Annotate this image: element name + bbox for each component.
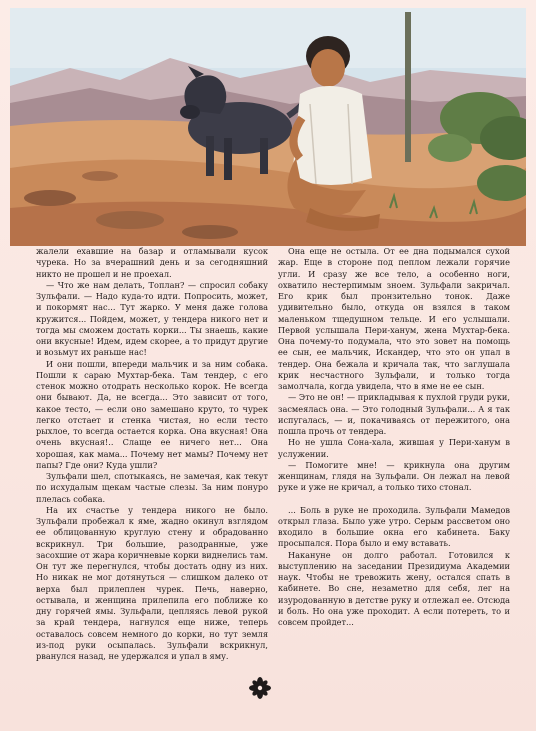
left-column bbox=[36, 246, 268, 662]
right-paragraph-1: Она еще не остыла. От ее дна подымался сухой жар. Еще в стороне под пеплом лежали горячие угли. И сразу же все тело, а особенно ноги, охватило нестерпимым зноем. Зульфали закричал. Его крик был пронзительно тонок. Даже удивительно было, откуда он взялся в таком маленьком тщедушном тельце. И его услышали. Первой услышала Пери-ханум, жена Мухтар-бека. Она почему-то подумала, что это зовет на помощь ее сын, ее мальчик, Искандер, что это он упал в тендер. Она бежала и кричала так, что заглушала крик несчастного Зульфали, и только тогда замолчала, когда увидела, что в яме не ее сын. bbox=[278, 246, 510, 391]
right-paragraph-4: — Помогите мне! — крикнула она другим женщинам, глядя на Зульфали. Он лежал на левой руке и уже не кричал, а только тихо стонал. bbox=[278, 459, 510, 493]
left-paragraph-4: Зульфали шел, спотыкаясь, не замечая, как текут по исхудалым щекам частые слезы. За ним понуро плелась собака. bbox=[36, 471, 268, 504]
left-paragraph-3: И они пошли, впереди мальчик и за ним собака. Пошли к сараю Мухтар-бека. Там тендер, с его стенок можно отодрать несколько корок. Не всегда они бывают. Да, не всегда... Это зависит от того, какое тесто, — если оно замешано круто, то чурек легко отстает и стенка чистая, но если тесто рыхлое, то всегда остается корка. Она вкусная! Она очень вкусная!.. Слаще ее ничего нет... Она хорошая, как мама... Почему нет мамы? Почему нет папы? Где они? Куда ушли? bbox=[36, 358, 268, 470]
right-paragraph-3: Но не ушла Сона-хала, жившая у Пери-ханум в услужении. bbox=[278, 437, 510, 459]
right-paragraph-6: Накануне он долго работал. Готовился к выступлению на заседании Президиума Академии наук. Чтобы не тревожить жену, остался спать в кабинете. Во сне, незаметно для себя, лег на изуродованную в детстве руку и отлежал ее. Отсюда и боль. Но она уже проходит. А если потереть, то и совсем пройдет... bbox=[278, 549, 510, 627]
left-paragraph-5: На их счастье у тендера никого не было. Зульфали пробежал к яме, жадно окинул взглядом ее облицованную круглую стену и обрадованно вскрикнул. Три большие, разодранные, уже засохшие от жара коричневые корки виднелись там. Он тут же перегнулся, чтобы достать одну из них. Но никак не мог дотянуться — слишком далеко от верха был прилеплен чурек. Печь, наверно, остывала, и женщина прилепила его поближе ко дну горячей ямы. Зульфали, цепляясь левой рукой за край тендера, нагнулся еще ниже, теперь оставалось совсем немного до корки, но тут земля из-под руки осыпалась. Зульфали вскрикнул, рванулся назад, не удержался и упал в яму. bbox=[36, 504, 268, 661]
left-paragraph-2: — Что же нам делать, Топлан? — спросил собаку Зульфали. — Надо куда-то идти. Попросить, может, и покормят нас... Тут жарко. У меня даже голова кружится... Пойдем, может, у тендера никого нет и тогда мы сможем достать корки... Ты знаешь, какие они вкусные! Идем, идем скорее, а то придут другие и возьмут их раньше нас! bbox=[36, 279, 268, 358]
right-paragraph-2: — Это не он! — прикладывая к пухлой груди руки, засмеялась она. — Это голодный Зульфали... А я так испугалась, — и, покачиваясь от пережитого, она пошла прочь от тендера. bbox=[278, 392, 510, 436]
illustration-svg bbox=[10, 8, 526, 246]
boy-and-dog-illustration bbox=[10, 8, 526, 246]
right-column bbox=[278, 246, 510, 628]
left-paragraph-1: жалели ехавшие на базар и отламывали кусок чурека. Но за вчерашний день и за сегодняшний никто не прошел и не проехал. bbox=[36, 246, 268, 279]
asterisk-flower-ornament-icon bbox=[248, 676, 272, 700]
right-paragraph-5: ... Боль в руке не проходила. Зульфали Мамедов открыл глаза. Было уже утро. Серым рассветом оно входило в большие окна его кабинета. Баку просыпался. Пора было и ему вставать. bbox=[278, 504, 510, 549]
